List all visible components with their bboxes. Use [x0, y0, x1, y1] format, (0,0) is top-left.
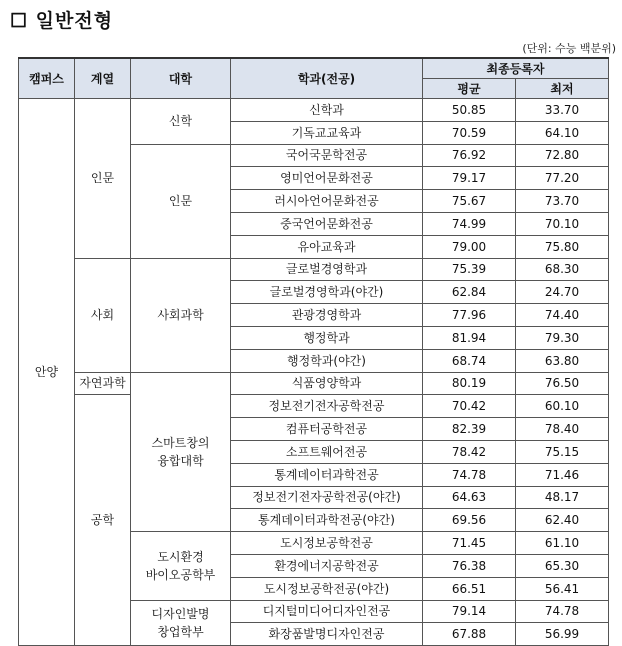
field-cell: 사회 — [75, 258, 131, 372]
dept-cell: 러시아언어문화전공 — [231, 190, 423, 213]
min-cell: 48.17 — [516, 486, 609, 509]
college-name-line: 디자인발명 — [151, 606, 210, 621]
min-cell: 68.30 — [516, 258, 609, 281]
dept-cell: 중국언어문화전공 — [231, 212, 423, 235]
min-cell: 56.41 — [516, 577, 609, 600]
dept-cell: 글로벌경영학과(야간) — [231, 281, 423, 304]
college-cell: 인문 — [131, 144, 231, 258]
min-cell: 75.15 — [516, 440, 609, 463]
college-name-line: 융합대학 — [157, 453, 204, 468]
dept-cell: 신학과 — [231, 99, 423, 122]
dept-cell: 행정학과(야간) — [231, 349, 423, 372]
min-cell: 78.40 — [516, 418, 609, 441]
table-row — [19, 395, 609, 418]
min-cell: 79.30 — [516, 326, 609, 349]
avg-cell: 75.39 — [423, 258, 516, 281]
avg-cell: 77.96 — [423, 304, 516, 327]
min-cell: 72.80 — [516, 144, 609, 167]
min-cell: 63.80 — [516, 349, 609, 372]
avg-cell: 79.17 — [423, 167, 516, 190]
min-cell: 62.40 — [516, 509, 609, 532]
dept-cell: 도시정보공학전공 — [231, 532, 423, 555]
table-row — [19, 99, 609, 122]
dept-cell: 글로벌경영학과 — [231, 258, 423, 281]
unit-note: (단위: 수능 백분위) — [522, 42, 616, 55]
dept-cell: 영미언어문화전공 — [231, 167, 423, 190]
min-cell: 56.99 — [516, 623, 609, 646]
dept-cell: 기독교교육과 — [231, 121, 423, 144]
avg-cell: 68.74 — [423, 349, 516, 372]
dept-cell: 소프트웨어전공 — [231, 440, 423, 463]
header-campus: 캠퍼스 — [19, 58, 75, 99]
dept-cell: 유아교육과 — [231, 235, 423, 258]
avg-cell: 50.85 — [423, 99, 516, 122]
dept-cell: 관광경영학과 — [231, 304, 423, 327]
avg-cell: 75.67 — [423, 190, 516, 213]
min-cell: 24.70 — [516, 281, 609, 304]
dept-cell: 통계데이터과학전공 — [231, 463, 423, 486]
avg-cell: 81.94 — [423, 326, 516, 349]
min-cell: 75.80 — [516, 235, 609, 258]
dept-cell: 통계데이터과학전공(야간) — [231, 509, 423, 532]
table-row — [19, 258, 609, 281]
avg-cell: 64.63 — [423, 486, 516, 509]
dept-cell: 식품영양학과 — [231, 372, 423, 395]
avg-cell: 82.39 — [423, 418, 516, 441]
avg-cell: 76.92 — [423, 144, 516, 167]
header-field: 계열 — [75, 58, 131, 99]
dept-cell: 화장품발명디자인전공 — [231, 623, 423, 646]
college-cell — [131, 600, 231, 646]
avg-cell: 79.00 — [423, 235, 516, 258]
min-cell: 77.20 — [516, 167, 609, 190]
avg-cell: 70.59 — [423, 121, 516, 144]
avg-cell: 80.19 — [423, 372, 516, 395]
avg-cell: 62.84 — [423, 281, 516, 304]
college-cell — [131, 372, 231, 532]
avg-cell: 66.51 — [423, 577, 516, 600]
field-cell: 공학 — [75, 395, 131, 646]
avg-cell: 67.88 — [423, 623, 516, 646]
dept-cell: 정보전기전자공학전공(야간) — [231, 486, 423, 509]
min-cell: 61.10 — [516, 532, 609, 555]
min-cell: 74.78 — [516, 600, 609, 623]
college-name-line: 바이오공학부 — [145, 567, 216, 582]
header-final-enrollees: 최종등록자 — [423, 58, 609, 79]
college-name-line: 스마트창의 — [151, 435, 210, 450]
min-cell: 64.10 — [516, 121, 609, 144]
avg-cell: 70.42 — [423, 395, 516, 418]
dept-cell: 컴퓨터공학전공 — [231, 418, 423, 441]
header-college: 대학 — [131, 58, 231, 99]
college-cell: 신학 — [131, 99, 231, 145]
field-cell: 인문 — [75, 99, 131, 259]
dept-cell: 행정학과 — [231, 326, 423, 349]
avg-cell: 69.56 — [423, 509, 516, 532]
avg-cell: 74.78 — [423, 463, 516, 486]
dept-cell: 국어국문학전공 — [231, 144, 423, 167]
min-cell: 33.70 — [516, 99, 609, 122]
college-cell: 사회과학 — [131, 258, 231, 372]
header-dept: 학과(전공) — [231, 58, 423, 99]
college-name-line: 도시환경 — [157, 549, 204, 564]
dept-cell: 디지털미디어디자인전공 — [231, 600, 423, 623]
college-cell — [131, 532, 231, 600]
min-cell: 76.50 — [516, 372, 609, 395]
min-cell: 74.40 — [516, 304, 609, 327]
min-cell: 60.10 — [516, 395, 609, 418]
header-minimum: 최저 — [516, 79, 609, 99]
avg-cell: 79.14 — [423, 600, 516, 623]
min-cell: 73.70 — [516, 190, 609, 213]
table-row — [19, 372, 609, 395]
avg-cell: 76.38 — [423, 554, 516, 577]
college-name-line: 창업학부 — [157, 624, 204, 639]
dept-cell: 정보전기전자공학전공 — [231, 395, 423, 418]
header-average: 평균 — [423, 79, 516, 99]
avg-cell: 78.42 — [423, 440, 516, 463]
avg-cell: 74.99 — [423, 212, 516, 235]
min-cell: 71.46 — [516, 463, 609, 486]
avg-cell: 71.45 — [423, 532, 516, 555]
dept-cell: 환경에너지공학전공 — [231, 554, 423, 577]
min-cell: 70.10 — [516, 212, 609, 235]
page-title: ☐ 일반전형 — [10, 10, 114, 32]
min-cell: 65.30 — [516, 554, 609, 577]
dept-cell: 도시정보공학전공(야간) — [231, 577, 423, 600]
field-cell: 자연과학 — [75, 372, 131, 395]
campus-cell: 안양 — [19, 99, 75, 646]
admission-score-table — [18, 57, 609, 646]
